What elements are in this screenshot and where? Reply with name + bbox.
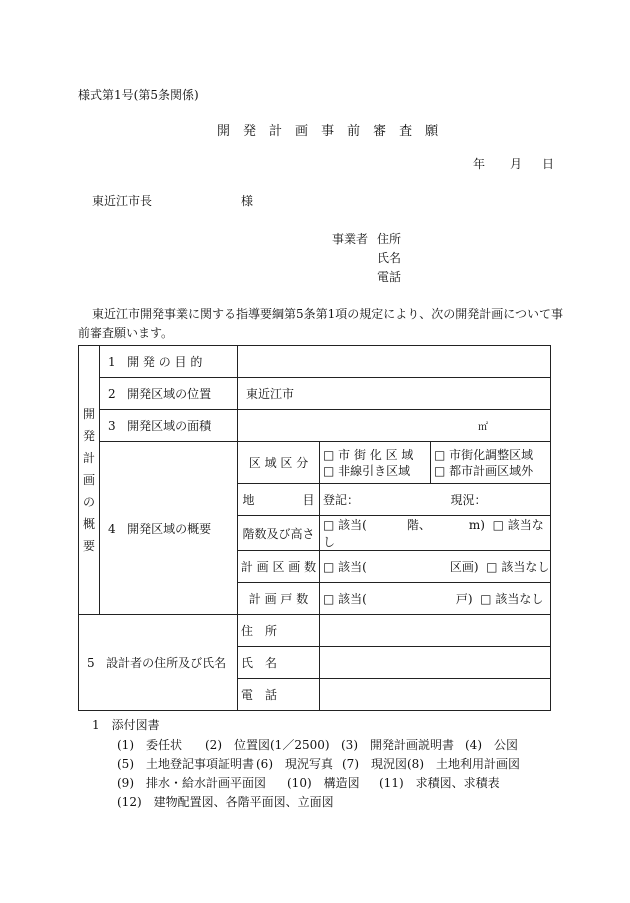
application-table	[78, 345, 551, 711]
form-number: 様式第1号(第5条関係)	[78, 88, 199, 102]
designer-phone-field[interactable]	[320, 679, 551, 711]
date-month: 月	[510, 157, 523, 171]
floors-label: 階数及び高さ	[238, 516, 320, 551]
designer-phone-label: 電 話	[238, 679, 320, 711]
zone-options-right	[431, 442, 551, 484]
applicant-label: 事業者	[332, 232, 369, 246]
land-registry[interactable]: 登記：	[320, 484, 431, 516]
date-year: 年	[473, 157, 486, 171]
row-overview-label: 4 開発区域の概要	[100, 442, 238, 615]
area-unit: ㎡	[478, 422, 488, 433]
intro-line-1: 東近江市開発事業に関する指導要綱第5条第1項の規定により、次の開発計画について事	[92, 307, 564, 321]
lots-label: 計 画 区 画 数	[238, 551, 320, 583]
houses-no-checkbox: □ 該当なし	[480, 592, 544, 606]
attachments-heading: 1 添付図書	[92, 718, 160, 732]
houses-label: 計 画 戸 数	[238, 583, 320, 615]
date-day: 日	[542, 157, 555, 171]
designer-label: 5 設計者の住所及び氏名	[79, 615, 238, 711]
houses-field[interactable]: □ 該当( 戸) □ 該当なし	[320, 583, 551, 615]
zone-option-non-divided[interactable]: □ 非線引き区域	[323, 463, 411, 478]
land-label: 地 目	[238, 484, 320, 516]
row-location-label: 2 開発区域の位置	[100, 378, 238, 410]
zone-label: 区 域 区 分	[238, 442, 320, 484]
designer-name-field[interactable]	[320, 647, 551, 679]
zone-option-urbanization[interactable]: □ 市 街 化 区 域	[323, 447, 414, 462]
attachment-line-2: (5) 土地登記事項証明書 (6) 現況写真 (7) 現況図(8) 土地利用計画図	[117, 757, 520, 771]
attachment-line-4: (12) 建物配置図、各階平面図、立面図	[117, 795, 334, 809]
attachment-line-3: (9) 排水・給水計画平面図 (10) 構造図 (11) 求積図、求積表	[117, 776, 500, 790]
applicant-phone-label: 電話	[377, 270, 402, 284]
floors-no-checkbox: □ 該当なし	[323, 518, 544, 549]
floors-field[interactable]: □ 該当( 階、 m) □ 該当なし	[320, 516, 551, 551]
zone-option-outside[interactable]: □ 都市計画区域外	[434, 463, 534, 478]
lots-no-checkbox: □ 該当なし	[486, 560, 550, 574]
applicant-name-label: 氏名	[377, 251, 402, 265]
zone-option-control[interactable]: □ 市街化調整区域	[434, 447, 534, 462]
designer-name-label: 氏 名	[238, 647, 320, 679]
lots-field[interactable]: □ 該当( 区画) □ 該当なし	[320, 551, 551, 583]
honorific: 様	[241, 194, 254, 208]
section-label: 開 発 計 画 の 概 要	[79, 346, 100, 615]
row-purpose-label: 1 開 発 の 目 的	[100, 346, 238, 378]
attachment-line-1: (1) 委任状 (2) 位置図(1／2500) (3) 開発計画説明書 (4) 公図	[117, 738, 518, 752]
intro-line-2: 前審査願います。	[78, 326, 174, 340]
page-title: 開 発 計 画 事 前 審 査 願	[217, 124, 439, 139]
applicant-address-label: 住所	[377, 232, 402, 246]
addressee: 東近江市長	[92, 194, 153, 208]
area-field[interactable]	[238, 410, 551, 442]
row-area-label: 3 開発区域の面積	[100, 410, 238, 442]
location-field[interactable]: 東近江市	[238, 378, 551, 410]
purpose-field[interactable]	[238, 346, 551, 378]
land-current[interactable]: 現況：	[431, 484, 551, 516]
designer-address-label: 住 所	[238, 615, 320, 647]
zone-options-left	[320, 442, 431, 484]
designer-address-field[interactable]	[320, 615, 551, 647]
